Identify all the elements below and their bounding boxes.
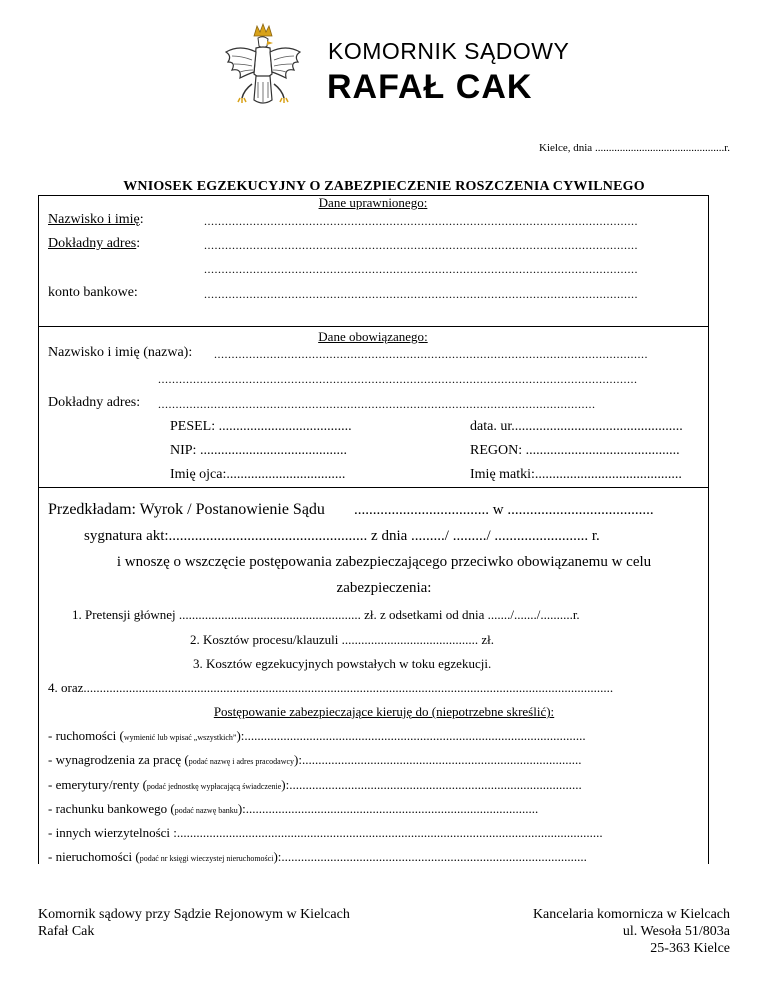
form-title: WNIOSEK EGZEKUCYJNY O ZABEZPIECZENIE ROSZCZENIA CYWILNEGO bbox=[123, 179, 645, 194]
footer-court: Komornik sądowy przy Sądzie Rejonowym w Kielcach bbox=[38, 907, 350, 922]
brand-name: RAFAŁ CAK bbox=[327, 68, 533, 106]
target-real-estate[interactable]: - nieruchomości (podać nr księgi wieczystej nieruchomości):.............................................................................................. bbox=[48, 849, 587, 864]
brand-title: KOMORNIK SĄDOWY bbox=[328, 38, 570, 64]
creditor-bank-field[interactable]: ............................................................................................................................ bbox=[204, 287, 638, 301]
creditor-address-label: Dokładny adres: bbox=[48, 236, 141, 251]
creditor-name-field[interactable]: ............................................................................................................................ bbox=[204, 214, 638, 228]
target-movables[interactable]: - ruchomości (wymienić lub wpisać „wszystkich”):......................................................................................................... bbox=[48, 728, 586, 743]
footer-street: ul. Wesoła 51/803a bbox=[622, 924, 730, 939]
request-text: i wnoszę o wszczęcie postępowania zabezpieczającego przeciwko obowiązanemu w celu bbox=[116, 554, 652, 570]
debtor-address-field[interactable]: ............................................................................................................................. bbox=[158, 397, 596, 411]
mother-name-field[interactable]: Imię matki:.......................................... bbox=[470, 467, 682, 482]
claim-main[interactable]: 1. Pretensji głównej ........................................................ zł. z odsetkami od dnia ......./......./..........r. bbox=[72, 607, 580, 622]
claim-enforcement-costs: 3. Kosztów egzekucyjnych powstałych w toku egzekucji. bbox=[193, 656, 492, 671]
footer-city: 25-363 Kielce bbox=[650, 941, 730, 956]
debtor-address-label: Dokładny adres: bbox=[48, 395, 141, 410]
claim-costs[interactable]: 2. Kosztów procesu/klauzuli .......................................... zł. bbox=[190, 632, 495, 647]
signature-field[interactable]: sygnatura akt:..................................................... z dnia ........./ ........./ ......................... r. bbox=[84, 528, 600, 544]
target-bank-account[interactable]: - rachunku bankowego (podać nazwę banku):.......................................................................................... bbox=[48, 801, 539, 816]
creditor-bank-label: konto bankowe: bbox=[48, 285, 138, 300]
birth-date-field[interactable]: data. ur................................................. bbox=[470, 419, 683, 434]
regon-field[interactable]: REGON: ............................................ bbox=[470, 443, 680, 458]
footer-office: Kancelaria komornicza w Kielcach bbox=[532, 907, 730, 922]
pesel-field[interactable]: PESEL: ...................................... bbox=[170, 419, 352, 434]
debtor-name-field[interactable]: ............................................................................................................................ bbox=[214, 347, 648, 361]
target-pension[interactable]: - emerytury/renty (podać jednostkę wypłacającą świadczenie):.......................................................................................... bbox=[48, 777, 582, 792]
footer-right bbox=[533, 906, 730, 957]
creditor-address-field-2[interactable]: ............................................................................................................................ bbox=[204, 262, 638, 276]
nip-field[interactable]: NIP: .......................................... bbox=[170, 443, 347, 458]
claim-other[interactable]: 4. oraz................................................................................................................................................................... bbox=[48, 680, 614, 695]
creditor-name-label: Nazwisko i imię: bbox=[48, 212, 144, 227]
court-field[interactable]: .................................... w ....................................... bbox=[354, 502, 654, 518]
section-divider bbox=[38, 487, 708, 488]
section-divider bbox=[38, 326, 708, 327]
polish-eagle-icon bbox=[218, 22, 308, 122]
target-salary[interactable]: - wynagrodzenia za pracę (podać nazwę i adres pracodawcy):...................................................................................... bbox=[48, 752, 582, 767]
date-line: Kielce, dnia ...............................................r. bbox=[539, 142, 730, 154]
request-text-2: zabezpieczenia: bbox=[336, 580, 432, 596]
debtor-name-label: Nazwisko i imię (nazwa): bbox=[48, 345, 193, 360]
debtor-heading: Dane obowiązanego: bbox=[318, 329, 428, 344]
debtor-name-field-2[interactable]: ......................................................................................................................................... bbox=[158, 372, 638, 386]
creditor-heading: Dane uprawnionego: bbox=[318, 195, 428, 210]
proceeding-heading: Postępowanie zabezpieczające kieruję do (niepotrzebne skreślić): bbox=[213, 704, 555, 719]
target-other-claims[interactable]: - innych wierzytelności :................................................................................................................................... bbox=[48, 825, 603, 840]
father-name-field[interactable]: Imię ojca:.................................. bbox=[170, 467, 346, 482]
footer-name: Rafał Cak bbox=[38, 924, 95, 939]
present-judgment-label: Przedkładam: Wyrok / Postanowienie Sądu bbox=[48, 501, 325, 518]
creditor-address-field[interactable]: ............................................................................................................................ bbox=[204, 238, 638, 252]
footer-left bbox=[38, 906, 350, 940]
